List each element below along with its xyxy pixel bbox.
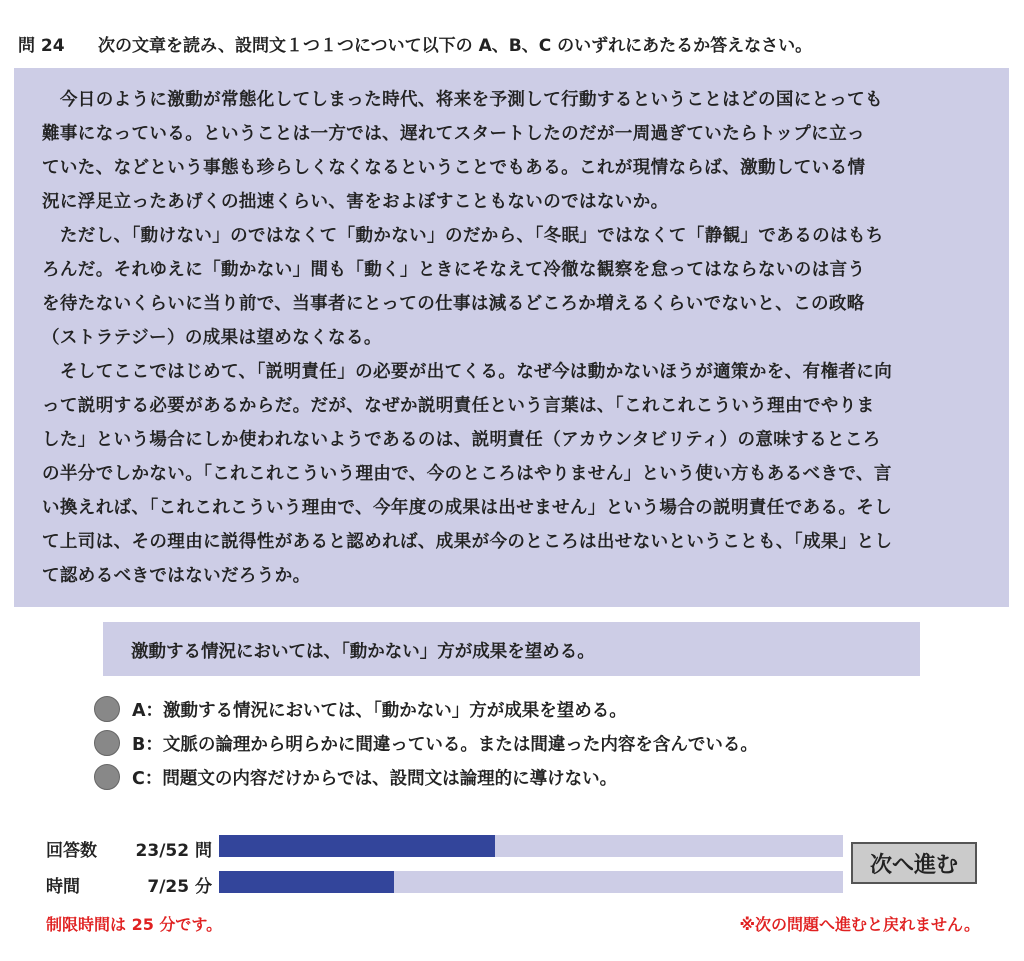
time-progress-bar bbox=[219, 871, 843, 893]
no-return-warning: ※次の問題へ進むと戻れません。 bbox=[739, 915, 980, 934]
question-number: 問 24 bbox=[18, 36, 65, 56]
radio-a[interactable] bbox=[94, 696, 120, 722]
passage-line: ろんだ。それゆえに「動かない」間も「動く」ときにそなえて冷徹な観察を怠ってはならないのは言う bbox=[42, 260, 866, 280]
option-c[interactable] bbox=[94, 762, 617, 792]
option-c-label: C：問題文の内容だけからでは、設問文は論理的に導けない。 bbox=[132, 768, 618, 789]
time-value: 7/25 分 bbox=[147, 877, 212, 897]
answers-label: 回答数 bbox=[46, 841, 97, 861]
time-limit-note: 制限時間は 25 分です。 bbox=[46, 915, 223, 934]
passage-line: （ストラテジー）の成果は望めなくなる。 bbox=[42, 328, 382, 348]
passage-line: 難事になっている。ということは一方では、遅れてスタートしたのだが一周過ぎていたらトップに立っ bbox=[42, 124, 865, 144]
option-b[interactable] bbox=[94, 728, 758, 758]
time-progress-fill bbox=[219, 871, 394, 893]
radio-c[interactable] bbox=[94, 764, 120, 790]
passage-line: て認めるべきではないだろうか。 bbox=[42, 566, 311, 586]
passage-line: て上司は、その理由に説得性があると認めれば、成果が今のところは出せないということも、「成果」とし bbox=[42, 532, 893, 552]
passage-line: い換えれば、「これこれこういう理由で、今年度の成果は出せません」という場合の説明責任である。そし bbox=[42, 498, 893, 518]
passage-line: って説明する必要があるからだ。だが、なぜか説明責任という言葉は、「これこれこういう理由でやりま bbox=[42, 396, 875, 416]
passage-line: そしてここではじめて、「説明責任」の必要が出てくる。なぜ今は動かないほうが適策かを、有権者に向 bbox=[42, 362, 893, 382]
instruction: 次の文章を読み、設問文１つ１つについて以下の A、B、C のいずれにあたるか答えなさい。 bbox=[98, 36, 813, 56]
answers-value: 23/52 問 bbox=[135, 841, 212, 861]
question-header bbox=[18, 31, 812, 56]
passage-box bbox=[14, 68, 1009, 607]
time-label: 時間 bbox=[46, 877, 80, 897]
next-button[interactable]: 次へ進む bbox=[851, 842, 977, 884]
passage-line: した」という場合にしか使われないようであるのは、説明責任（アカウンタビリティ）の意味するところ bbox=[42, 430, 881, 450]
option-b-label: B：文脈の論理から明らかに間違っている。または間違った内容を含んでいる。 bbox=[132, 734, 758, 755]
option-a[interactable] bbox=[94, 694, 627, 724]
passage-line: ただし、「動けない」のではなくて「動かない」のだから、「冬眠」ではなくて「静観」であるのはもち bbox=[42, 226, 884, 246]
radio-b[interactable] bbox=[94, 730, 120, 756]
answers-progress-bar bbox=[219, 835, 843, 857]
statement-box bbox=[103, 622, 920, 676]
passage-line: を待たないくらいに当り前で、当事者にとっての仕事は減るどころか増えるくらいでないと、この政略 bbox=[42, 294, 865, 314]
option-a-label: A：激動する情況においては、「動かない」方が成果を望める。 bbox=[132, 700, 627, 721]
passage-line: ていた、などという事態も珍らしくなくなるということでもある。これが現情ならば、激動している情 bbox=[42, 158, 866, 178]
passage-line: 今日のように激動が常態化してしまった時代、将来を予測して行動するということはどの国にとっても bbox=[42, 90, 883, 110]
statement-text: 激動する情況においては、「動かない」方が成果を望める。 bbox=[131, 642, 595, 662]
passage-line: の半分でしかない。「これこれこういう理由で、今のところはやりません」という使い方もあるべきで、言 bbox=[42, 464, 892, 484]
passage-line: 況に浮足立ったあげくの拙速くらい、害をおよぼすこともないのではないか。 bbox=[42, 192, 669, 212]
answers-progress-fill bbox=[219, 835, 495, 857]
